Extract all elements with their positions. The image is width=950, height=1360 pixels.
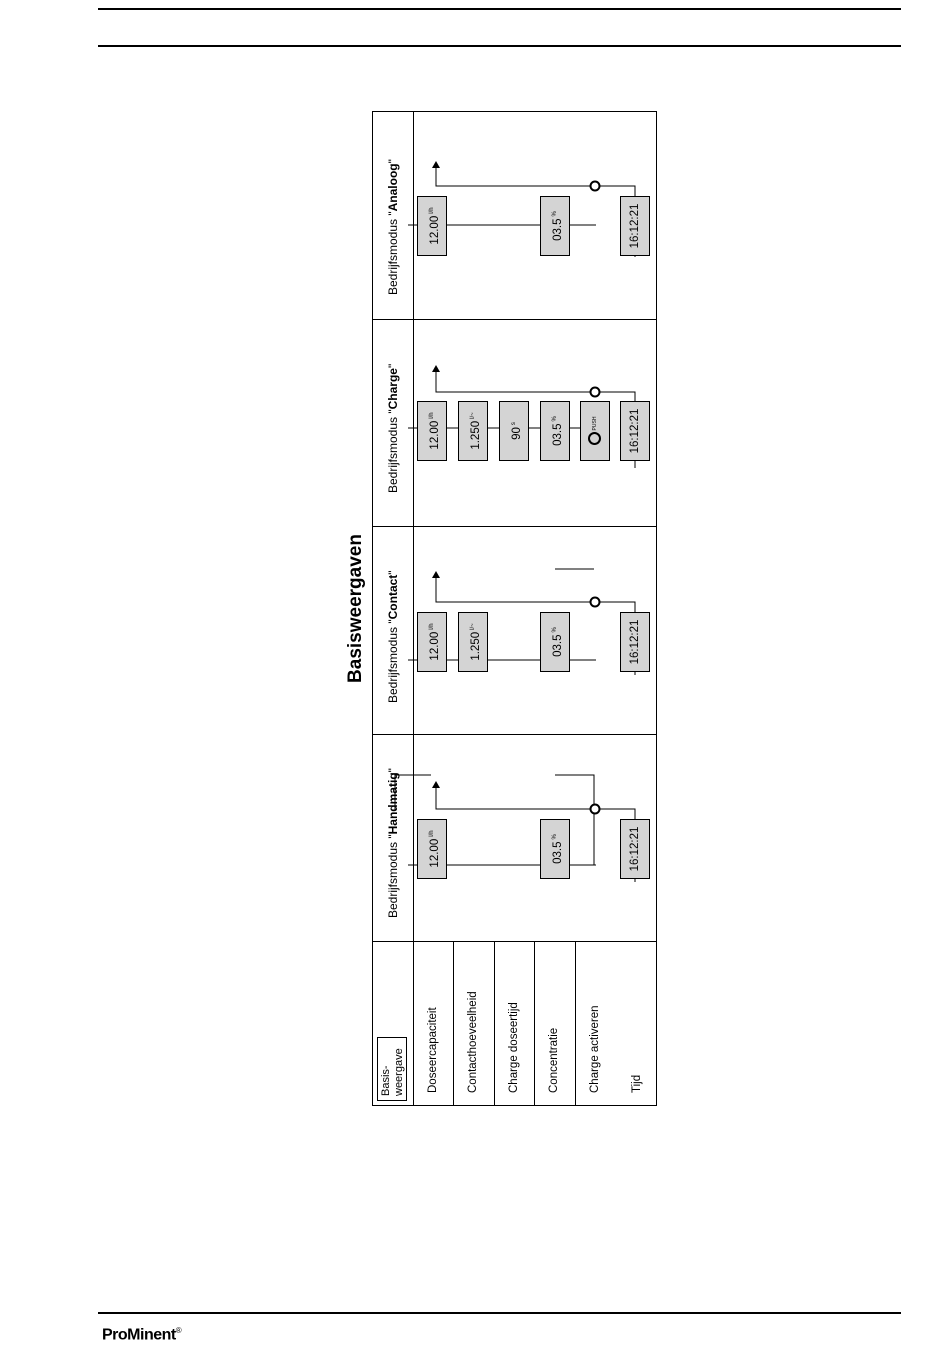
top-rule-1 (98, 8, 901, 10)
row-label-charge-activeren: Charge activeren (589, 1005, 601, 1093)
display-capacity: $12.00^{l/h}$ (417, 401, 447, 461)
display-time: 16:12:21 (620, 401, 650, 461)
display-concentration: 03.5% (540, 612, 570, 672)
basis-weergave-label: Basis- weergave (377, 1037, 407, 1101)
flow-lines (373, 110, 656, 1105)
display-capacity: $12.00^{l/h}$ (417, 196, 447, 256)
header-charge: Bedrijfsmodus "Charge" (386, 363, 400, 493)
prominent-logo (102, 1326, 181, 1344)
row-label-doseercapaciteit: Doseercapaciteit (427, 1007, 439, 1093)
push-icon (588, 432, 601, 445)
rotated-diagram (340, 111, 658, 1106)
page-title: Basisweergaven (345, 534, 366, 683)
loop-line (436, 162, 595, 186)
row-label-contacthoeveelheid: Contacthoeveelheid (467, 991, 479, 1093)
loop-key-icon (591, 805, 600, 814)
display-contact: $1.250^{l/\sim}$ (458, 401, 488, 461)
loop-key-icon (591, 388, 600, 397)
display-time: 16:12:21 (620, 612, 650, 672)
display-time: 16:12:21 (620, 819, 650, 879)
header-handmatig: Bedrijfsmodus "Handmatig" (386, 768, 400, 918)
logo-text: ProMinent (102, 1326, 176, 1344)
header-analoog: Bedrijfsmodus "Analoog" (386, 159, 400, 295)
display-table (372, 111, 657, 1106)
display-concentration: 03.5% (540, 401, 570, 461)
loop-key-icon (591, 598, 600, 607)
top-rule-2 (98, 45, 901, 47)
display-capacity: $12.00^{l/h}$ (417, 612, 447, 672)
display-charge-time: 90$^s$ (499, 401, 529, 461)
row-label-tijd: Tijd (631, 1074, 643, 1093)
loop-line (436, 572, 595, 602)
bottom-rule (98, 1312, 901, 1314)
display-push: PUSH (580, 401, 610, 461)
loop-line (436, 782, 595, 809)
display-time: 16:12:21 (620, 196, 650, 256)
loop-key-icon (591, 182, 600, 191)
display-concentration: 03.5% (540, 819, 570, 879)
display-contact: $1.250^{l/\sim}$ (458, 612, 488, 672)
header-contact: Bedrijfsmodus "Contact" (386, 570, 400, 703)
row-label-concentratie: Concentratie (548, 1027, 560, 1093)
logo-registered-mark: ® (175, 1326, 182, 1335)
display-capacity: $12.00^{l/h}$ (417, 819, 447, 879)
row-label-charge-doseertijd: Charge doseertijd (508, 1002, 520, 1093)
loop-line (436, 366, 595, 392)
display-concentration: 03.5% (540, 196, 570, 256)
